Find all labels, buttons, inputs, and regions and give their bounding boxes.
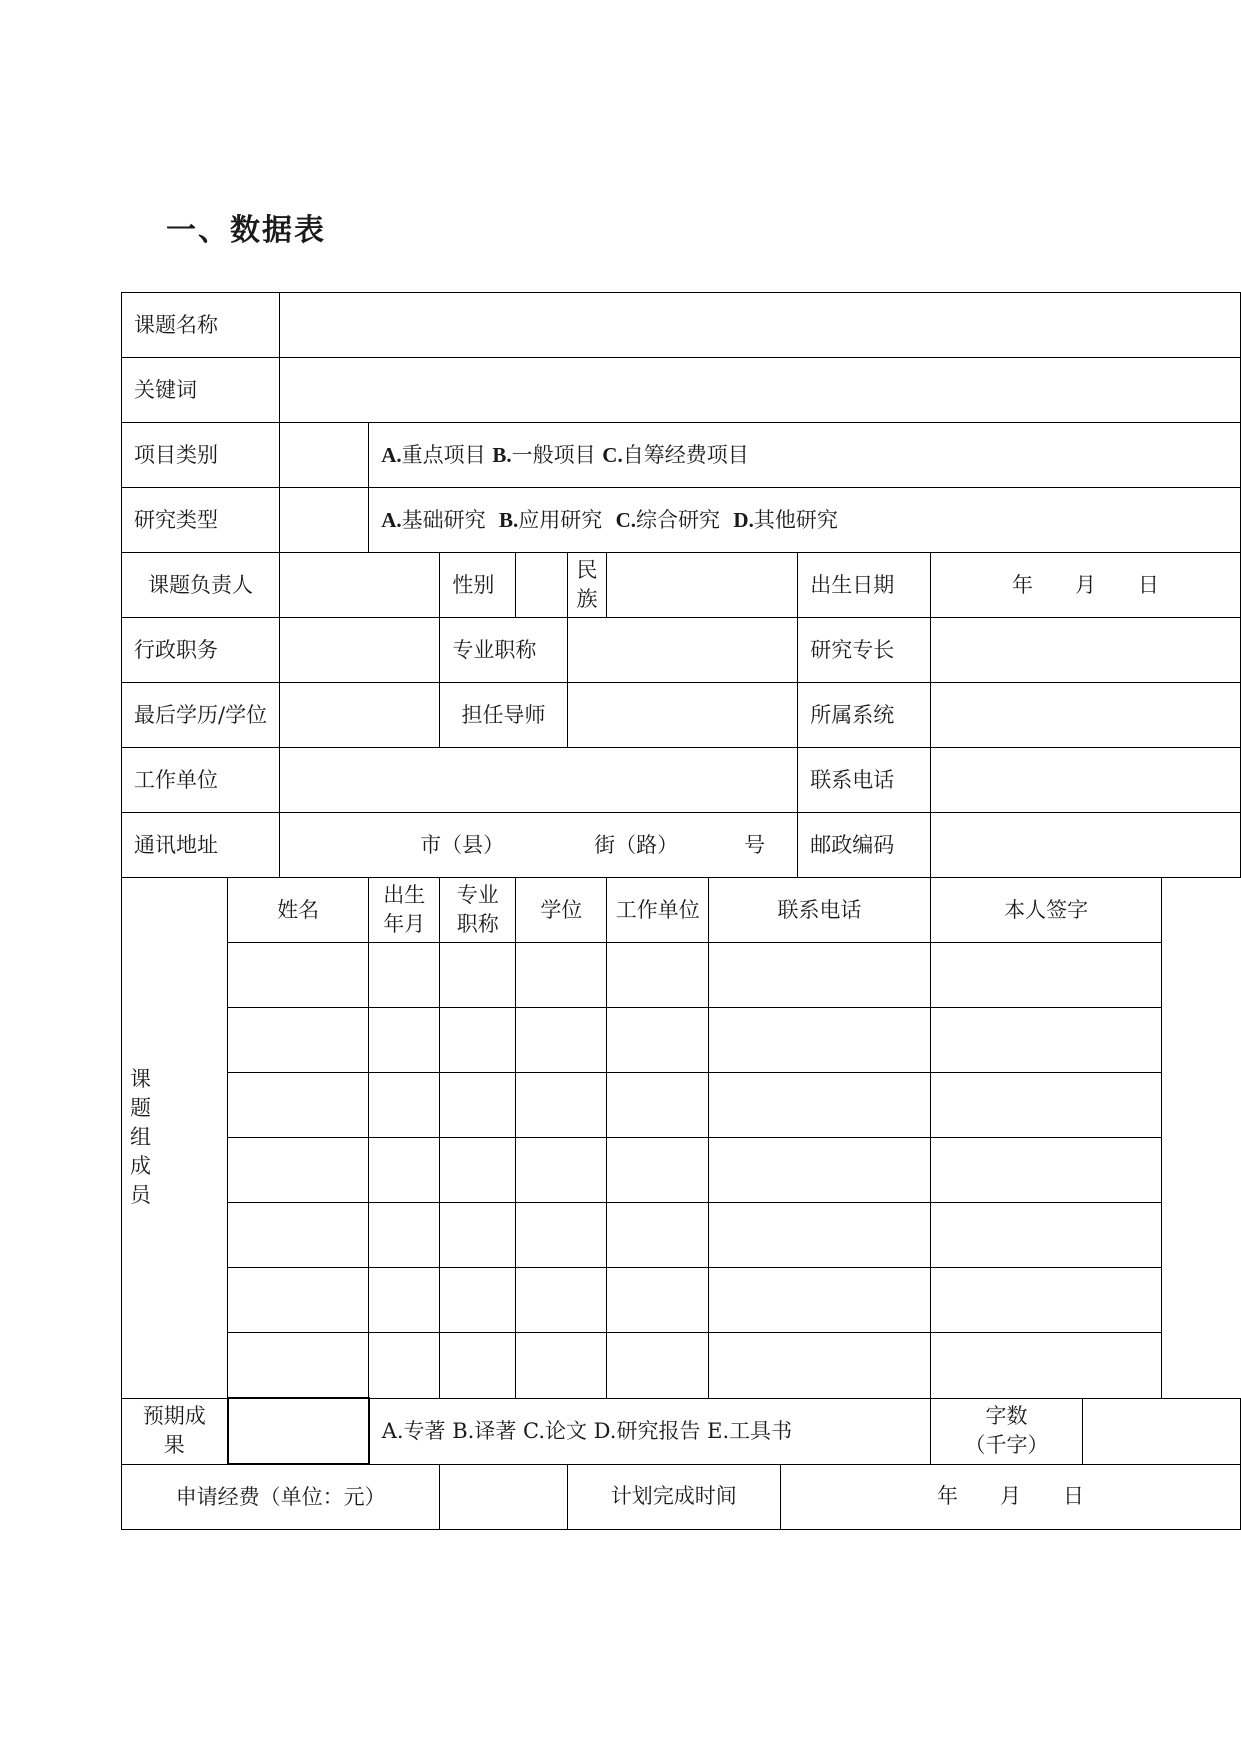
member-phone-cell[interactable] bbox=[709, 1008, 931, 1073]
table-row bbox=[122, 1008, 1241, 1073]
member-title-cell[interactable] bbox=[440, 1138, 516, 1203]
education-label: 最后学历/学位 bbox=[122, 683, 280, 748]
expected-outcome-label bbox=[122, 1398, 228, 1464]
research-type-row bbox=[122, 488, 1241, 553]
funding-row bbox=[122, 1464, 1241, 1530]
member-phone-cell[interactable] bbox=[709, 1268, 931, 1333]
member-signature-cell[interactable] bbox=[931, 1203, 1162, 1268]
system-label: 所属系统 bbox=[798, 683, 931, 748]
month-label: 月 bbox=[1000, 1484, 1021, 1509]
education-row bbox=[122, 683, 1241, 748]
supervisor-label: 担任导师 bbox=[440, 683, 567, 748]
col-name: 姓名 bbox=[228, 878, 369, 943]
topic-name-label: 课题名称 bbox=[122, 293, 280, 358]
admin-post-input[interactable] bbox=[280, 618, 440, 683]
member-name-cell[interactable] bbox=[228, 1333, 369, 1399]
address-number-label: 号 bbox=[744, 832, 766, 857]
member-unit-cell[interactable] bbox=[607, 1268, 709, 1333]
member-name-cell[interactable] bbox=[228, 1138, 369, 1203]
member-name-cell[interactable] bbox=[228, 1268, 369, 1333]
research-type-options bbox=[369, 488, 1241, 553]
keywords-input[interactable] bbox=[280, 358, 1241, 423]
phone-label: 联系电话 bbox=[798, 748, 931, 813]
col-phone: 联系电话 bbox=[709, 878, 931, 943]
expected-outcome-input[interactable] bbox=[228, 1398, 369, 1464]
member-unit-cell[interactable] bbox=[607, 1073, 709, 1138]
member-birth-cell[interactable] bbox=[369, 1073, 440, 1138]
option-b-key: B. bbox=[492, 442, 512, 467]
option-a-key: A. bbox=[381, 507, 402, 532]
col-birth bbox=[369, 878, 440, 943]
col-work-unit: 工作单位 bbox=[607, 878, 709, 943]
member-unit-cell[interactable] bbox=[607, 943, 709, 1008]
word-count-label-text: 字数 bbox=[985, 1404, 1028, 1428]
member-phone-cell[interactable] bbox=[709, 1333, 931, 1399]
ethnicity-label: 民族 bbox=[567, 553, 607, 618]
research-type-input[interactable] bbox=[280, 488, 369, 553]
address-row bbox=[122, 813, 1241, 878]
option-c-text: 综合研究 bbox=[636, 507, 721, 532]
member-phone-cell[interactable] bbox=[709, 1073, 931, 1138]
option-d-key: D. bbox=[733, 507, 754, 532]
member-unit-cell[interactable] bbox=[607, 1333, 709, 1399]
member-title-cell[interactable] bbox=[440, 1073, 516, 1138]
project-category-options bbox=[369, 423, 1241, 488]
leader-input[interactable] bbox=[280, 553, 440, 618]
table-row bbox=[122, 1333, 1241, 1399]
professional-title-input[interactable] bbox=[567, 618, 798, 683]
ethnicity-input[interactable] bbox=[607, 553, 798, 618]
member-unit-cell[interactable] bbox=[607, 1008, 709, 1073]
members-header-row bbox=[122, 878, 1241, 943]
member-signature-cell[interactable] bbox=[931, 1008, 1162, 1073]
member-name-cell[interactable] bbox=[228, 1008, 369, 1073]
leader-label: 课题负责人 bbox=[122, 553, 280, 618]
leader-row bbox=[122, 553, 1241, 618]
member-unit-cell[interactable] bbox=[607, 1203, 709, 1268]
project-category-input[interactable] bbox=[280, 423, 369, 488]
member-signature-cell[interactable] bbox=[931, 1333, 1162, 1399]
col-signature: 本人签字 bbox=[931, 878, 1162, 943]
member-degree-cell[interactable] bbox=[516, 943, 607, 1008]
postcode-input[interactable] bbox=[931, 813, 1241, 878]
option-c-key: C. bbox=[615, 507, 637, 532]
funding-input[interactable] bbox=[440, 1464, 567, 1530]
table-row bbox=[122, 943, 1241, 1008]
research-specialty-input[interactable] bbox=[931, 618, 1241, 683]
member-birth-cell[interactable] bbox=[369, 943, 440, 1008]
option-b-text: 应用研究 bbox=[518, 507, 603, 532]
page-title: 一、数据表 bbox=[166, 213, 326, 248]
option-a-key: A. bbox=[381, 442, 402, 467]
member-unit-cell[interactable] bbox=[607, 1138, 709, 1203]
member-name-cell[interactable] bbox=[228, 1073, 369, 1138]
col-degree: 学位 bbox=[516, 878, 607, 943]
option-b-text: 一般项目 bbox=[511, 442, 596, 467]
member-degree-cell[interactable] bbox=[516, 1333, 607, 1399]
member-signature-cell[interactable] bbox=[931, 1268, 1162, 1333]
member-name-cell[interactable] bbox=[228, 943, 369, 1008]
member-birth-cell[interactable] bbox=[369, 1138, 440, 1203]
year-label: 年 bbox=[1012, 572, 1033, 597]
col-title-text: 专业职称 bbox=[456, 883, 499, 936]
address-input[interactable] bbox=[280, 813, 798, 878]
completion-time-input[interactable] bbox=[781, 1464, 1241, 1530]
phone-input[interactable] bbox=[931, 748, 1241, 813]
admin-post-row bbox=[122, 618, 1241, 683]
day-label: 日 bbox=[1063, 1484, 1084, 1509]
member-birth-cell[interactable] bbox=[369, 1008, 440, 1073]
option-c-text: 自筹经费项目 bbox=[622, 442, 749, 467]
funding-label: 申请经费（单位：元） bbox=[122, 1464, 440, 1530]
work-unit-row bbox=[122, 748, 1241, 813]
supervisor-input[interactable] bbox=[567, 683, 798, 748]
expected-outcome-row bbox=[122, 1398, 1241, 1464]
option-a-text: 重点项目 bbox=[401, 442, 486, 467]
project-category-row bbox=[122, 423, 1241, 488]
col-birth-text: 出生年月 bbox=[383, 883, 426, 936]
member-title-cell[interactable] bbox=[440, 1268, 516, 1333]
admin-post-label: 行政职务 bbox=[122, 618, 280, 683]
member-degree-cell[interactable] bbox=[516, 1138, 607, 1203]
research-type-label: 研究类型 bbox=[122, 488, 280, 553]
member-degree-cell[interactable] bbox=[516, 1268, 607, 1333]
table-row bbox=[122, 1203, 1241, 1268]
expected-outcome-label-text: 预期成果 bbox=[142, 1404, 206, 1457]
table-row bbox=[122, 1073, 1241, 1138]
member-degree-cell[interactable] bbox=[516, 1073, 607, 1138]
option-a-text: 基础研究 bbox=[401, 507, 486, 532]
day-label: 日 bbox=[1138, 572, 1159, 597]
research-specialty-label: 研究专长 bbox=[798, 618, 931, 683]
topic-name-input[interactable] bbox=[280, 293, 1241, 358]
month-label: 月 bbox=[1075, 572, 1096, 597]
word-count-input[interactable] bbox=[1083, 1398, 1241, 1464]
gender-input[interactable] bbox=[516, 553, 567, 618]
birth-date-input[interactable] bbox=[931, 553, 1241, 618]
member-degree-cell[interactable] bbox=[516, 1203, 607, 1268]
member-phone-cell[interactable] bbox=[709, 943, 931, 1008]
system-input[interactable] bbox=[931, 683, 1241, 748]
table-row bbox=[122, 1268, 1241, 1333]
keywords-label: 关键词 bbox=[122, 358, 280, 423]
table-row bbox=[122, 1138, 1241, 1203]
address-city-label: 市（县） bbox=[420, 832, 505, 857]
member-signature-cell[interactable] bbox=[931, 1073, 1162, 1138]
data-form-table bbox=[121, 292, 1241, 1530]
word-count-unit: （千字） bbox=[964, 1433, 1049, 1457]
work-unit-label: 工作单位 bbox=[122, 748, 280, 813]
option-b-key: B. bbox=[499, 507, 519, 532]
topic-name-row bbox=[122, 293, 1241, 358]
member-signature-cell[interactable] bbox=[931, 943, 1162, 1008]
address-street-label: 街（路） bbox=[594, 832, 679, 857]
members-label bbox=[122, 878, 228, 1399]
member-birth-cell[interactable] bbox=[369, 1333, 440, 1399]
col-title bbox=[440, 878, 516, 943]
member-degree-cell[interactable] bbox=[516, 1008, 607, 1073]
project-category-label: 项目类别 bbox=[122, 423, 280, 488]
member-birth-cell[interactable] bbox=[369, 1268, 440, 1333]
member-phone-cell[interactable] bbox=[709, 1138, 931, 1203]
member-signature-cell[interactable] bbox=[931, 1138, 1162, 1203]
work-unit-input[interactable] bbox=[280, 748, 798, 813]
gender-label: 性别 bbox=[440, 553, 516, 618]
completion-time-label: 计划完成时间 bbox=[567, 1464, 780, 1530]
option-d-text: 其他研究 bbox=[753, 507, 838, 532]
member-title-cell[interactable] bbox=[440, 1333, 516, 1399]
member-title-cell[interactable] bbox=[440, 943, 516, 1008]
option-c-key: C. bbox=[602, 442, 623, 467]
birth-date-label: 出生日期 bbox=[798, 553, 931, 618]
member-title-cell[interactable] bbox=[440, 1203, 516, 1268]
member-name-cell[interactable] bbox=[228, 1203, 369, 1268]
address-label: 通讯地址 bbox=[122, 813, 280, 878]
professional-title-label: 专业职称 bbox=[440, 618, 567, 683]
postcode-label: 邮政编码 bbox=[798, 813, 931, 878]
member-phone-cell[interactable] bbox=[709, 1203, 931, 1268]
education-input[interactable] bbox=[280, 683, 440, 748]
member-title-cell[interactable] bbox=[440, 1008, 516, 1073]
word-count-label bbox=[931, 1398, 1083, 1464]
expected-outcome-options: A.专著 B.译著 C.论文 D.研究报告 E.工具书 bbox=[369, 1398, 931, 1464]
member-birth-cell[interactable] bbox=[369, 1203, 440, 1268]
year-label: 年 bbox=[937, 1484, 958, 1509]
members-label-text: 课题组成员 bbox=[130, 1067, 157, 1208]
keywords-row bbox=[122, 358, 1241, 423]
